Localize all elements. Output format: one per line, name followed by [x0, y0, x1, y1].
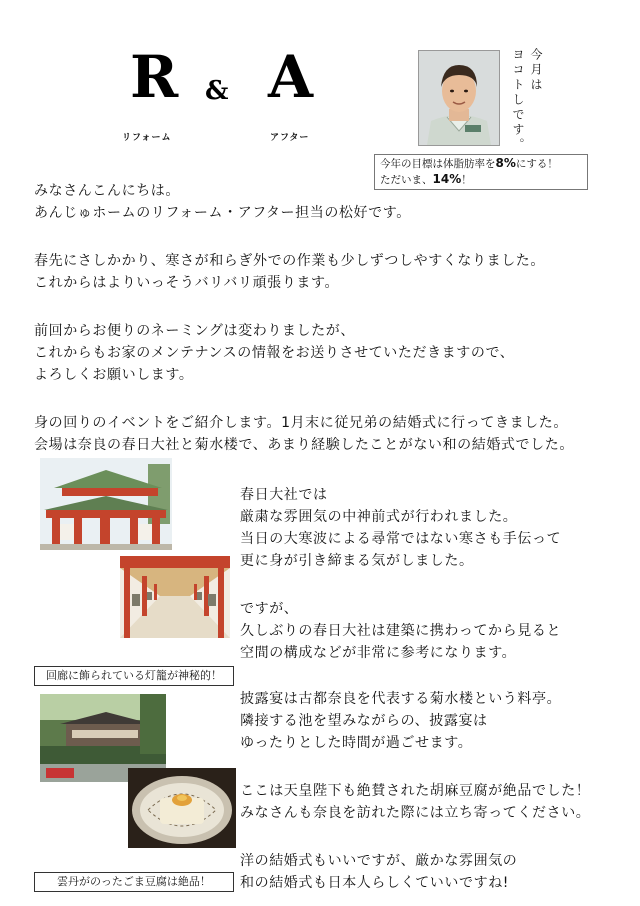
- goal-target-suffix: にする！: [515, 158, 558, 170]
- kasuga-architecture-paragraph: [240, 598, 561, 664]
- text-line: 洋の結婚式もいいですが、厳かな雰囲気の: [240, 853, 518, 869]
- logo-sub-after: アフター: [270, 133, 310, 143]
- text-line: ゆったりとした時間が過ごせます。: [240, 735, 473, 751]
- text-line: 当日の大寒波による尋常ではない寒さも手伝って: [240, 531, 562, 547]
- text-line: これからもお家のメンテナンスの情報をお送りさせていただきますので、: [34, 345, 515, 361]
- closing-paragraph: [240, 850, 517, 894]
- logo-letter-a: A: [268, 43, 314, 111]
- text-line: 春日大社では: [240, 487, 328, 503]
- text-line: あんじゅホームのリフォーム・アフター担当の松好です。: [34, 205, 411, 221]
- caption-lanterns: 回廊に飾られている灯籠が神秘的！: [34, 666, 234, 686]
- staff-portrait-photo: [418, 50, 500, 146]
- logo-sub-reform: リフォーム: [122, 133, 172, 143]
- vertical-note: [510, 48, 544, 158]
- goal-line-target: [380, 156, 582, 172]
- caption-goma-tofu: 雲丹がのったごま豆腐は絶品！: [34, 872, 234, 892]
- text-line: 前回からお便りのネーミングは変わりましたが、: [34, 323, 355, 339]
- goal-current-prefix: ただいま、: [380, 174, 433, 186]
- text-line: みなさんも奈良を訪れた際には立ち寄ってください。: [240, 805, 591, 821]
- text-line: 身の回りのイベントをご紹介します。1月末に従兄弟の結婚式に行ってきました。: [34, 415, 568, 431]
- text-line: 披露宴は古都奈良を代表する菊水楼という料亭。: [240, 691, 562, 707]
- vertical-note-line: 今月は: [529, 48, 543, 93]
- goal-target-prefix: 今年の目標は体脂肪率を: [380, 158, 496, 170]
- goma-tofu-photo: [128, 768, 236, 848]
- text-line: 会場は奈良の春日大社と菊水楼で、あまり経験したことがない和の結婚式でした。: [34, 437, 574, 453]
- text-line: 久しぶりの春日大社は建築に携わってから見ると: [240, 623, 562, 639]
- text-line: 和の結婚式も日本人らしくていいですね!: [240, 875, 510, 891]
- text-line: 空間の構成などが非常に参考になります。: [240, 645, 517, 661]
- naming-paragraph: [34, 320, 514, 386]
- event-paragraph: [34, 412, 574, 456]
- goma-paragraph: [240, 780, 590, 824]
- text-line: よろしくお願いします。: [34, 367, 194, 383]
- text-line: 春先にさしかかり、寒さが和らぎ外での作業も少しずつしやすくなりました。: [34, 253, 545, 269]
- text-line: 更に身が引き締まる気がしました。: [240, 553, 474, 569]
- intro-paragraph: [34, 180, 411, 224]
- vertical-note-line: ヨコトしです。: [511, 48, 525, 153]
- season-paragraph: [34, 250, 545, 294]
- text-line: これからはよりいっそうバリバリ頑張ります。: [34, 275, 340, 291]
- goal-target-value: 8%: [495, 156, 516, 170]
- text-line: 隣接する池を望みながらの、披露宴は: [240, 713, 488, 729]
- goal-current-value: 14%: [432, 172, 462, 186]
- logo-letter-r: R: [130, 43, 179, 111]
- text-line: 厳粛な雰囲気の中神前式が行われました。: [240, 509, 518, 525]
- text-line: ですが、: [240, 601, 299, 617]
- corridor-lanterns-photo: [120, 556, 230, 638]
- logo-ampersand: &: [205, 76, 229, 106]
- text-line: ここは天皇陛下も絶賛された胡麻豆腐が絶品でした！: [240, 783, 591, 799]
- text-line: みなさんこんにちは。: [34, 183, 180, 199]
- kikusui-paragraph: [240, 688, 561, 754]
- goal-current-suffix: ！: [461, 174, 472, 186]
- kasuga-shrine-photo: [40, 458, 172, 550]
- kasuga-paragraph: [240, 484, 561, 572]
